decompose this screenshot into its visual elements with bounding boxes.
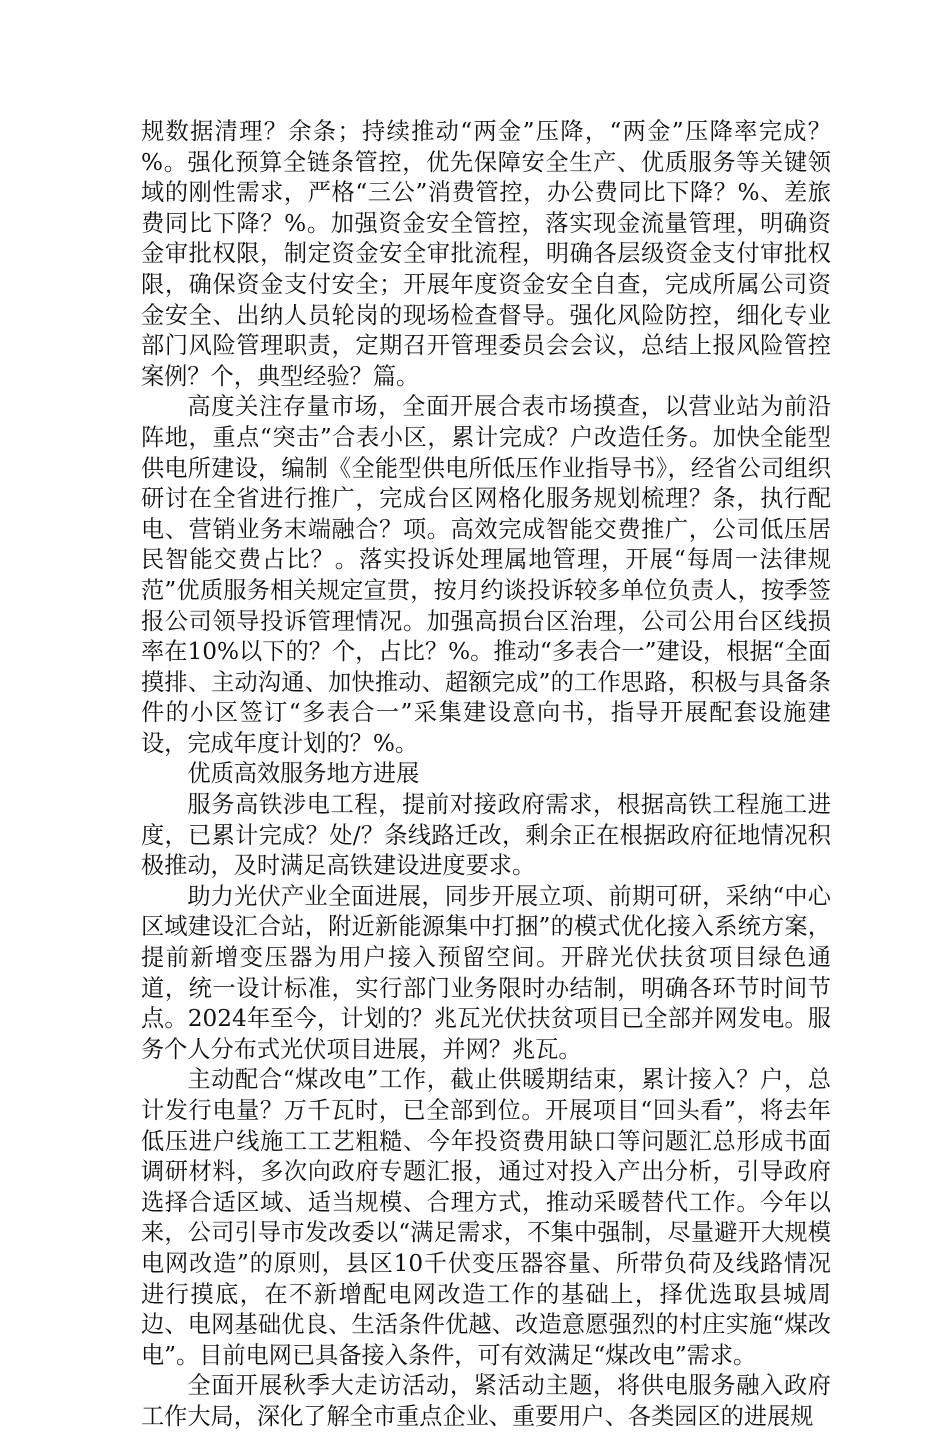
paragraph-market-service: 高度关注存量市场，全面开展合表市场摸查，以营业站为前沿阵地，重点“突击”合表小区，累计完成？户改造任务。加快全能型供电所建设，编制《全能型供电所低压作业指导书》，经省公司组织研讨在全省进行推广，完成台区网格化服务规划梳理？条，执行配电、营销业务末端融合？项。高效完成智能交费推广，公司低压居民智能交费占比？。落实投诉处理属地管理，开展“每周一法律规范”优质服务相关规定宣贯，按月约谈投诉较多单位负责人，按季签报公司领导投诉管理情况。加强高损台区治理，公司公用台区线损率在10%以下的？个，占比？%。推动“多表合一”建设，根据“全面摸排、主动沟通、加快推动、超额完成”的工作思路，积极与具备条件的小区签订“多表合一”采集建设意向书，指导开展配套设施建设，完成年度计划的？%。 [141, 393, 831, 757]
paragraph-budget-finance: 规数据清理？余条；持续推动“两金”压降，“两金”压降率完成？%。强化预算全链条管控，优先保障安全生产、优质服务等关键领域的刚性需求，严格“三公”消费管控，办公费同比下降？%、差旅费同比下降？%。加强资金安全管控，落实现金流量管理，明确资金审批权限，制定资金安全审批流程，明确各层级资金支付审批权限，确保资金支付安全；开展年度资金安全自查，完成所属公司资金安全、出纳人员轮岗的现场检查督导。强化风险防控，细化专业部门风险管理职责，定期召开管理委员会会议，总结上报风险管控案例？个，典型经验？篇。 [141, 118, 831, 390]
paragraph-autumn-visits: 全面开展秋季大走访活动，紧活动主题，将供电服务融入政府工作大局，深化了解全市重点企业、重要用户、各类园区的进展规 [141, 1372, 831, 1430]
section-heading: 优质高效服务地方进展 [187, 760, 420, 788]
document-body [141, 117, 831, 1433]
paragraph-coal-to-electricity: 主动配合“煤改电”工作，截止供暖期结束，累计接入？户，总计发行电量？万千瓦时，已全部到位。开展项目“回头看”，将去年低压进户线施工工艺粗糙、今年投资费用缺口等问题汇总形成书面调研材料，多次向政府专题汇报，通过对投入产出分析，引导政府选择合适区域、适当规模、合理方式，推动采暖替代工作。今年以来，公司引导市发改委以“满足需求，不集中强制，尽量避开大规模电网改造”的原则，县区10千伏变压器容量、所带负荷及线路情况进行摸底，在不新增配电网改造工作的基础上，择优选取县城周边、电网基础优良、生活条件优越、改造意愿强烈的村庄实施“煤改电”。目前电网已具备接入条件，可有效满足“煤改电”需求。 [141, 1066, 831, 1369]
paragraph-high-speed-rail: 服务高铁涉电工程，提前对接政府需求，根据高铁工程施工进度，已累计完成？处/？条线路迁改，剩余正在根据政府征地情况积极推动，及时满足高铁建设进度要求。 [141, 791, 831, 880]
paragraph-photovoltaic: 助力光伏产业全面进展，同步开展立项、前期可研，采纳“中心区域建设汇合站，附近新能源集中打捆”的模式优化接入系统方案，提前新增变压器为用户接入预留空间。开辟光伏扶贫项目绿色通道，统一设计标准，实行部门业务限时办结制，明确各环节时间节点。2024年至今，计划的？兆瓦光伏扶贫项目已全部并网发电。服务个人分布式光伏项目进展，并网？兆瓦。 [141, 882, 831, 1063]
